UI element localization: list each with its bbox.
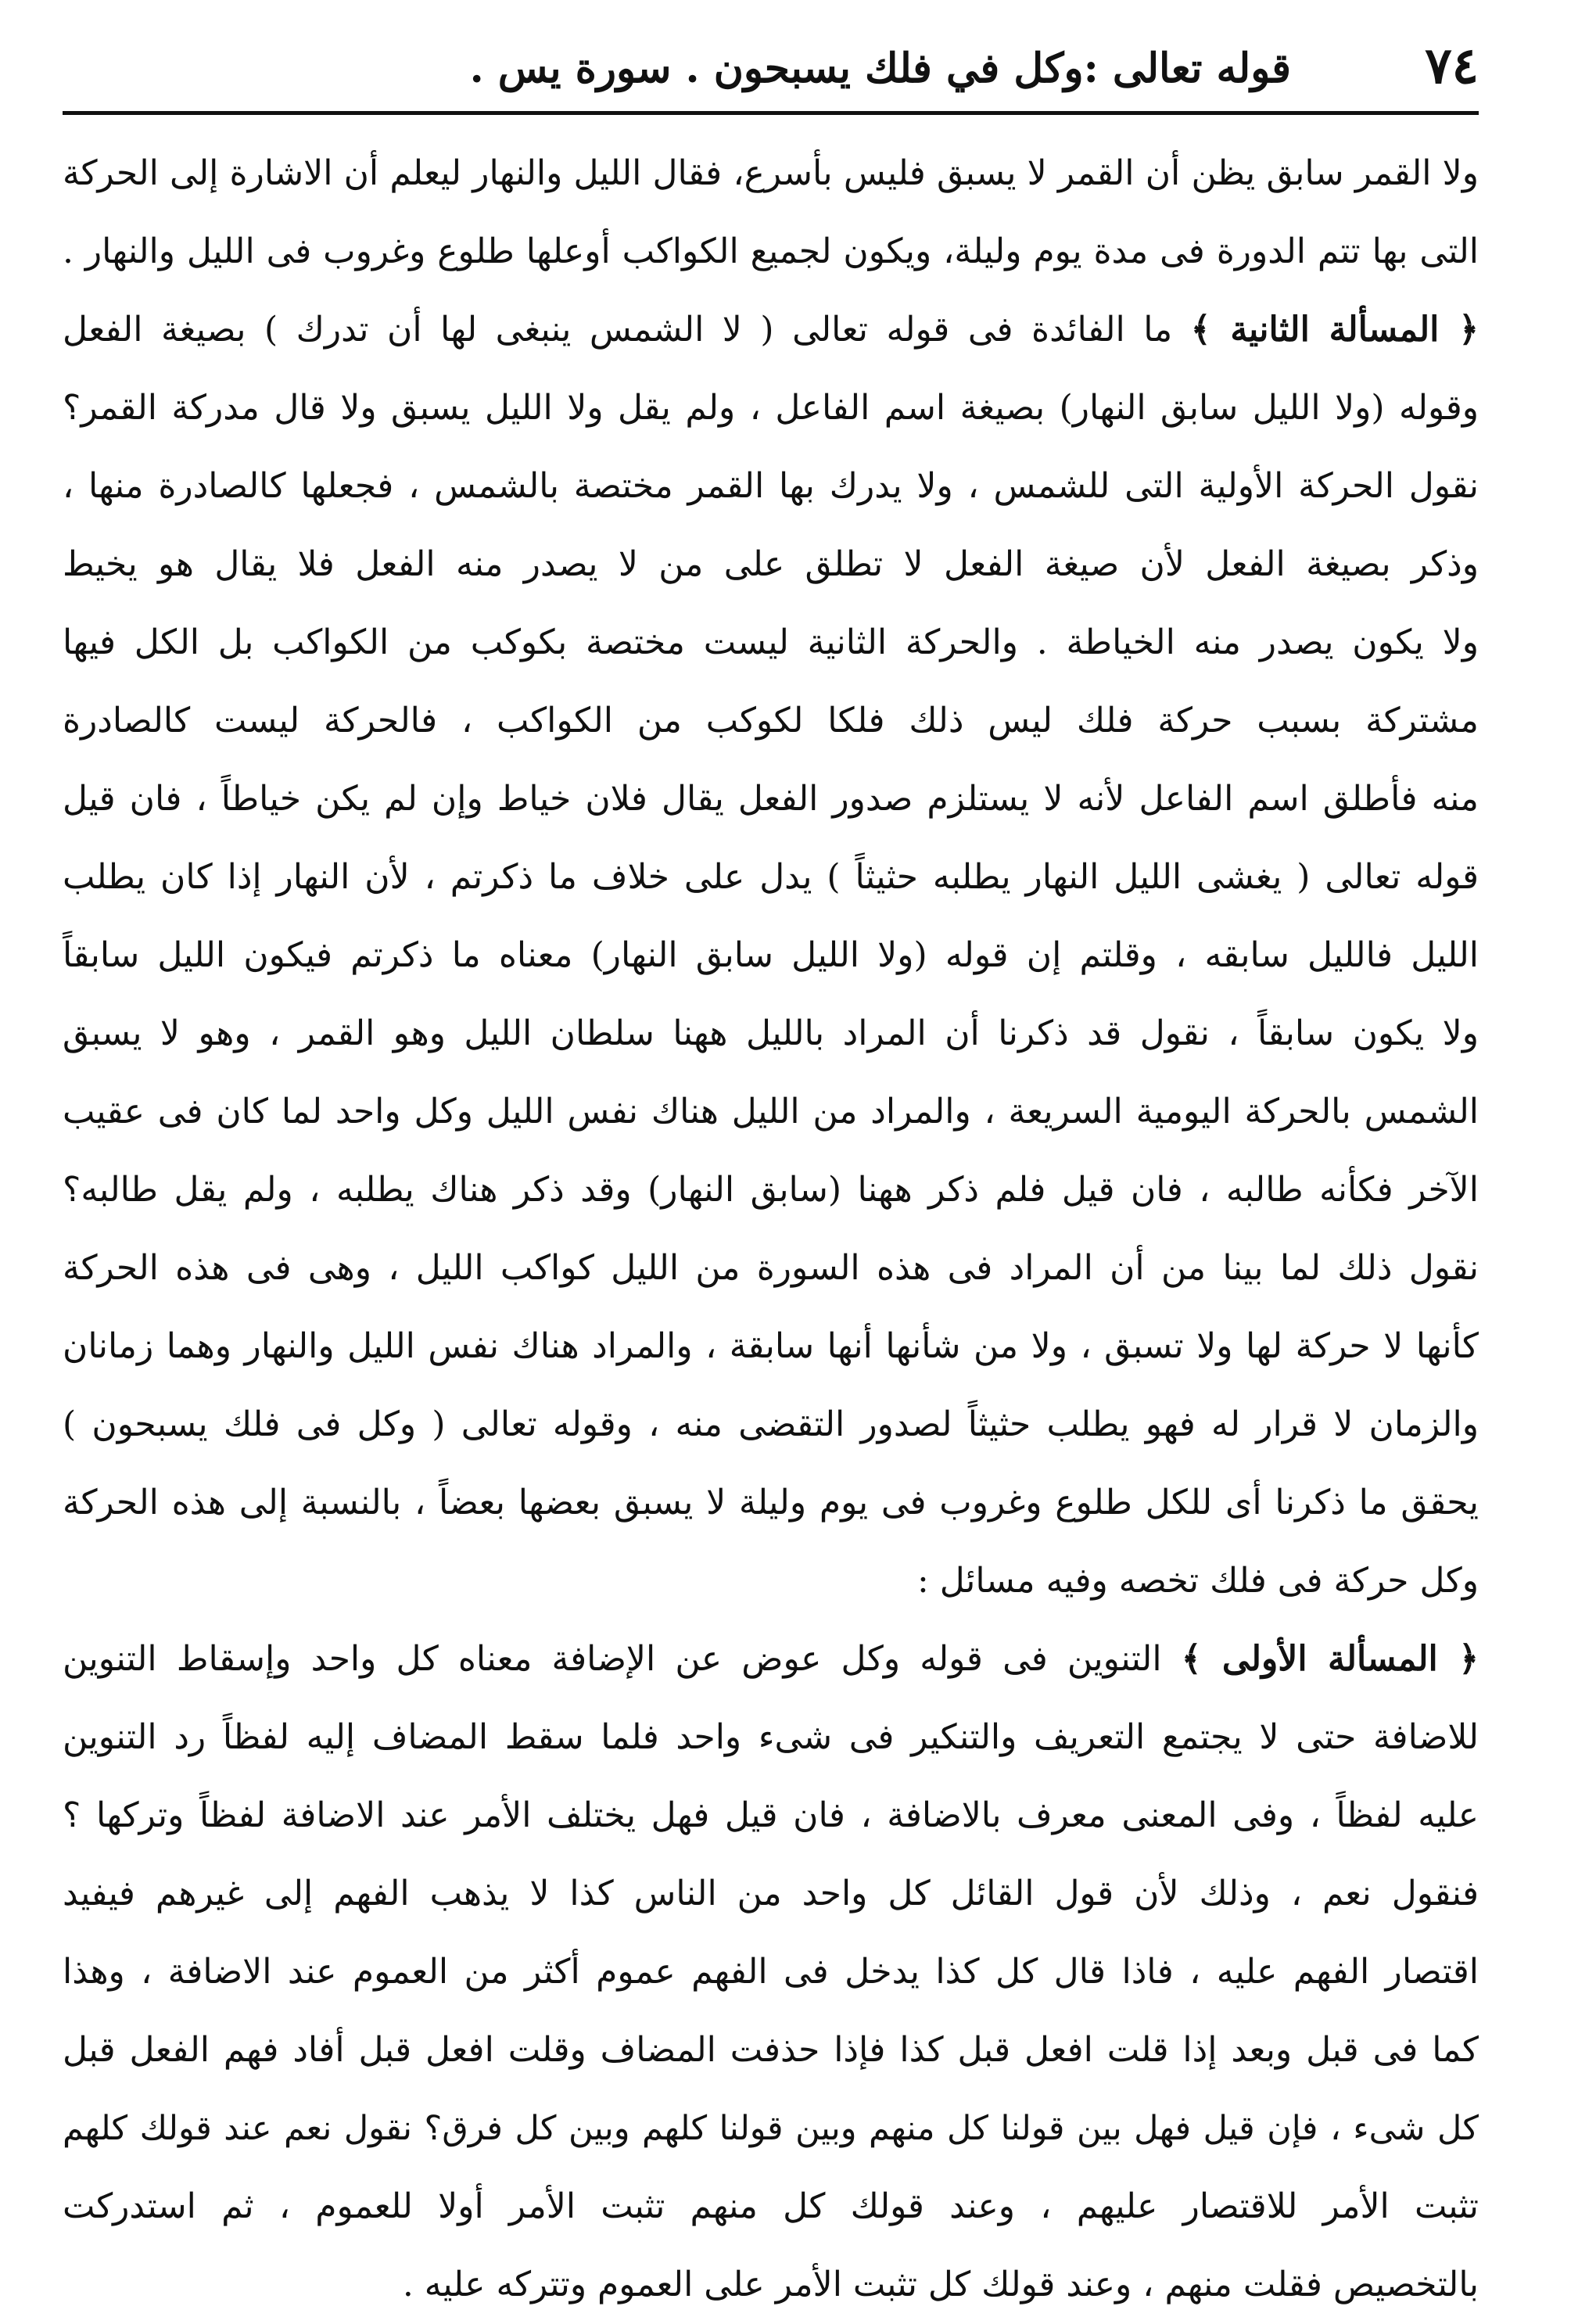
text-line: عليه لفظاً ، وفى المعنى معرف بالاضافة ، فان قيل فهل يختلف الأمر عند الاضافة لفظاً وتركها ؟: [63, 1795, 1479, 1835]
text-line: كأنها لا حركة لها ولا تسبق ، ولا من شأنها أنها سابقة ، والمراد هناك نفس الليل والنهار وهما زمانان: [63, 1326, 1479, 1366]
text-line: التى بها تتم الدورة فى مدة يوم وليلة، ويكون لجميع الكواكب أوعلها طلوع وغروب فى الليل والنهار .: [63, 231, 1479, 271]
text-line: للاضافة حتى لا يجتمع التعريف والتنكير فى شىء واحد فلما سقط المضاف إليه لفظاً رد التنوين: [63, 1717, 1479, 1757]
section-heading: ﴿ المسألة الثانية ﴾: [1190, 310, 1479, 350]
section-heading: ﴿ المسألة الأولى ﴾: [1181, 1639, 1479, 1679]
text-line: فنقول نعم ، وذلك لأن قول القائل كل واحد من الناس كذا لا يذهب الفهم إلى غيرهم فيفيد: [63, 1874, 1479, 1913]
text-line: وقوله (ولا الليل سابق النهار) بصيغة اسم الفاعل ، ولم يقل ولا الليل يسبق ولا قال مدركة القمر؟: [63, 388, 1479, 428]
text-line: اقتصار الفهم عليه ، فاذا قال كل كذا يدخل فى الفهم عموم أكثر من العموم عند الاضافة ، وهذا: [63, 1952, 1479, 1992]
text-line: نقول ذلك لما بينا من أن المراد فى هذه السورة من الليل كواكب الليل ، وهى فى هذه الحركة: [63, 1248, 1479, 1288]
header-rule: [63, 111, 1479, 115]
body-text: [63, 134, 1479, 2324]
text-line: مشتركة بسبب حركة فلك ليس ذلك فلكا لكوكب من الكواكب ، فالحركة ليست كالصادرة: [63, 701, 1479, 741]
text-line: يحقق ما ذكرنا أى للكل طلوع وغروب فى يوم وليلة لا يسبق بعضها بعضاً ، بالنسبة إلى هذه الحركة: [63, 1483, 1479, 1522]
text-line: ﴿ المسألة الثانية ﴾ ما الفائدة فى قوله تعالى ( لا الشمس ينبغى لها أن تدرك ) بصيغة الفعل: [63, 310, 1479, 350]
text-line: ﴿ المسألة الأولى ﴾ التنوين فى قوله وكل عوض عن الإضافة معناه كل واحد وإسقاط التنوين: [63, 1639, 1479, 1679]
text-line: منه فأطلق اسم الفاعل لأنه لا يستلزم صدور الفعل يقال فلان خياط وإن لم يكن خياطاً ، فان قيل: [63, 779, 1479, 819]
text-line: نقول الحركة الأولية التى للشمس ، ولا يدرك بها القمر مختصة بالشمس ، فجعلها كالصادرة منها ،: [63, 466, 1479, 506]
text-line: الليل فالليل سابقه ، وقلتم إن قوله (ولا الليل سابق النهار) معناه ما ذكرتم فيكون الليل سابقاً: [63, 935, 1479, 975]
text-line: والزمان لا قرار له فهو يطلب حثيثاً لصدور التقضى منه ، وقوله تعالى ( وكل فى فلك يسبحون ): [63, 1404, 1479, 1444]
page-number: ٧٤: [1425, 37, 1479, 95]
text-line: كما فى قبل وبعد إذا قلت افعل قبل كذا فإذا حذفت المضاف وقلت افعل قبل أفاد فهم الفعل قبل: [63, 2030, 1479, 2070]
text-line: وكل حركة فى فلك تخصه وفيه مسائل :: [917, 1561, 1479, 1601]
text-line: ولا القمر سابق يظن أن القمر لا يسبق فليس بأسرع، فقال الليل والنهار ليعلم أن الاشارة إلى الحركة: [63, 153, 1479, 193]
page-header: [63, 23, 1479, 109]
text-line: وذكر بصيغة الفعل لأن صيغة الفعل لا تطلق على من لا يصدر منه الفعل فلا يقال هو يخيط: [63, 544, 1479, 584]
running-title: قوله تعالى :وكل في فلك يسبحون . سورة يس .: [469, 45, 1291, 92]
text-line: كل شىء ، فإن قيل فهل بين قولنا كل منهم وبين قولنا كلهم وبين كل فرق؟ نقول نعم عند قولك كلهم: [63, 2109, 1479, 2148]
text-line: بالتخصيص فقلت منهم ، وعند قولك كل تثبت الأمر على العموم وتتركه عليه .: [402, 2265, 1479, 2304]
text-line: الشمس بالحركة اليومية السريعة ، والمراد من الليل هناك نفس الليل وكل واحد لما كان فى عقيب: [63, 1092, 1479, 1132]
text-line: الآخر فكأنه طالبه ، فان قيل فلم ذكر ههنا (سابق النهار) وقد ذكر هناك يطلبه ، ولم يقل طالبه؟: [63, 1170, 1479, 1210]
text-line: قوله تعالى ( يغشى الليل النهار يطلبه حثيثاً ) يدل على خلاف ما ذكرتم ، لأن النهار إذا كان يطلب: [63, 857, 1479, 897]
text-line: ولا يكون سابقاً ، نقول قد ذكرنا أن المراد بالليل ههنا سلطان الليل وهو القمر ، وهو لا يسبق: [63, 1013, 1479, 1053]
text-line: تثبت الأمر للاقتصار عليهم ، وعند قولك كل منهم تثبت الأمر أولا للعموم ، ثم استدركت: [63, 2186, 1479, 2226]
text-line: ولا يكون يصدر منه الخياطة . والحركة الثانية ليست مختصة بكوكب من الكواكب بل الكل فيها: [63, 622, 1479, 662]
